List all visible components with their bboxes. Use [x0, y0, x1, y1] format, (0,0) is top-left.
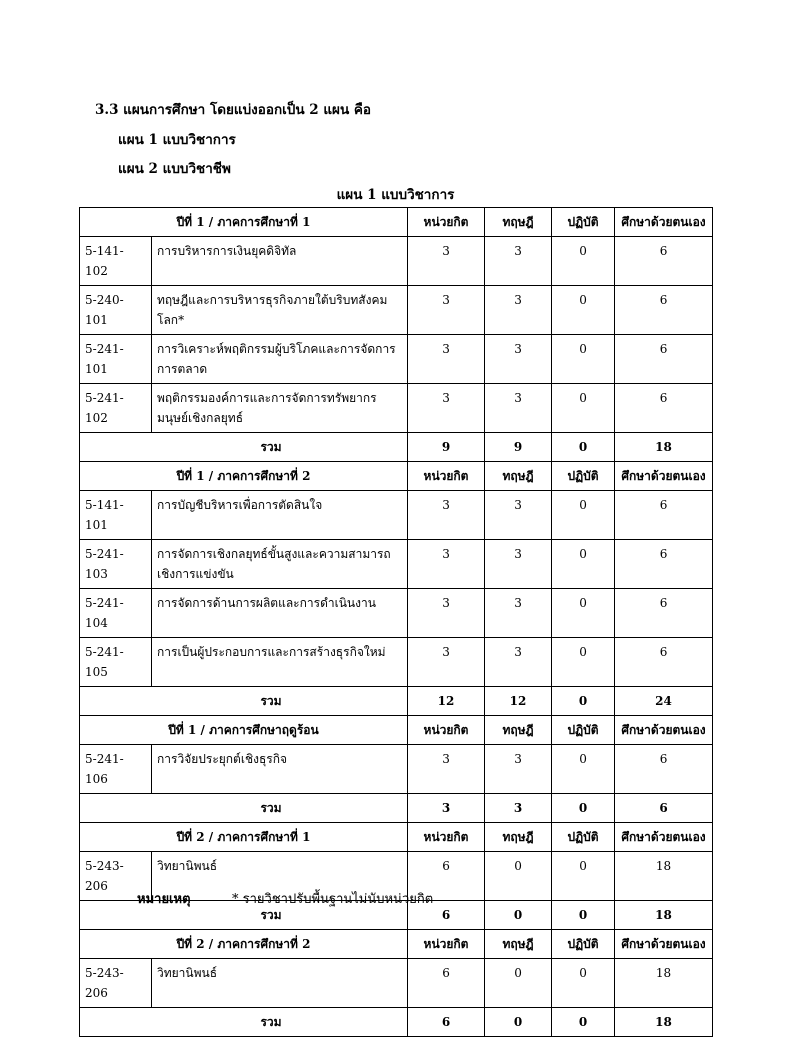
- course-name: การจัดการเชิงกลยุทธ์ขั้นสูงและความสามารถเชิงการแข่งขัน: [152, 540, 408, 589]
- course-credits: 3: [408, 589, 485, 638]
- course-practice: 0: [552, 384, 615, 433]
- table-row: [80, 335, 713, 384]
- study-plan-table: [79, 207, 713, 1037]
- table-row: [80, 237, 713, 286]
- course-theory: 3: [485, 745, 552, 794]
- course-self-study: 6: [615, 638, 713, 687]
- course-practice: 0: [552, 237, 615, 286]
- course-credits: 3: [408, 286, 485, 335]
- section-total-row: [80, 794, 713, 823]
- course-self-study: 6: [615, 745, 713, 794]
- course-credits: 3: [408, 237, 485, 286]
- section-title: ปีที่ 1 / ภาคการศึกษาที่ 1: [80, 208, 408, 237]
- section-total-row: [80, 687, 713, 716]
- course-code: 5-141-102: [80, 237, 152, 286]
- section-total-row: [80, 1008, 713, 1037]
- course-code: 5-241-105: [80, 638, 152, 687]
- course-code: 5-241-101: [80, 335, 152, 384]
- table-caption: แผน 1 แบบวิชาการ: [336, 187, 455, 203]
- total-self-study: 18: [615, 433, 713, 462]
- column-header: ทฤษฎี: [485, 208, 552, 237]
- course-self-study: 18: [615, 852, 713, 901]
- course-name: พฤติกรรมองค์การและการจัดการทรัพยากรมนุษย์เชิงกลยุทธ์: [152, 384, 408, 433]
- section-header-row: [80, 930, 713, 959]
- course-practice: 0: [552, 638, 615, 687]
- column-header: หน่วยกิต: [408, 462, 485, 491]
- column-header: หน่วยกิต: [408, 930, 485, 959]
- section-heading: 3.3 แผนการศึกษา โดยแบ่งออกเป็น 2 แผน คือ: [95, 102, 372, 118]
- section-title: ปีที่ 1 / ภาคการศึกษาที่ 2: [80, 462, 408, 491]
- total-theory: 9: [485, 433, 552, 462]
- course-code: 5-241-102: [80, 384, 152, 433]
- table-row: [80, 589, 713, 638]
- course-practice: 0: [552, 540, 615, 589]
- plan-2-label: แผน 2 แบบวิชาชีพ: [118, 161, 231, 177]
- course-name: การวิเคราะห์พฤติกรรมผู้บริโภคและการจัดการการตลาด: [152, 335, 408, 384]
- table-row: [80, 638, 713, 687]
- total-credits: 6: [408, 1008, 485, 1037]
- study-plan-table-body: [80, 208, 713, 1037]
- course-credits: 6: [408, 959, 485, 1008]
- column-header: ทฤษฎี: [485, 716, 552, 745]
- course-name: การจัดการด้านการผลิตและการดำเนินงาน: [152, 589, 408, 638]
- course-self-study: 6: [615, 335, 713, 384]
- course-name: การเป็นผู้ประกอบการและการสร้างธุรกิจใหม่: [152, 638, 408, 687]
- course-code: 5-243-206: [80, 959, 152, 1008]
- column-header: ศึกษาด้วยตนเอง: [615, 208, 713, 237]
- table-row: [80, 540, 713, 589]
- course-self-study: 6: [615, 589, 713, 638]
- course-self-study: 18: [615, 959, 713, 1008]
- course-theory: 3: [485, 589, 552, 638]
- course-theory: 3: [485, 335, 552, 384]
- course-practice: 0: [552, 286, 615, 335]
- table-row: [80, 286, 713, 335]
- course-code: 5-240-101: [80, 286, 152, 335]
- course-practice: 0: [552, 491, 615, 540]
- course-self-study: 6: [615, 237, 713, 286]
- course-code: 5-141-101: [80, 491, 152, 540]
- total-practice: 0: [552, 433, 615, 462]
- course-credits: 3: [408, 638, 485, 687]
- column-header: ทฤษฎี: [485, 462, 552, 491]
- table-row: [80, 491, 713, 540]
- column-header: หน่วยกิต: [408, 823, 485, 852]
- section-header-row: [80, 716, 713, 745]
- section-title: ปีที่ 1 / ภาคการศึกษาฤดูร้อน: [80, 716, 408, 745]
- column-header: ศึกษาด้วยตนเอง: [615, 823, 713, 852]
- course-name: วิทยานิพนธ์: [152, 959, 408, 1008]
- total-practice: 0: [552, 1008, 615, 1037]
- total-practice: 0: [552, 901, 615, 930]
- total-label: รวม: [80, 1008, 408, 1037]
- total-theory: 0: [485, 1008, 552, 1037]
- course-code: 5-243-206: [80, 852, 152, 901]
- course-code: 5-241-104: [80, 589, 152, 638]
- course-practice: 0: [552, 745, 615, 794]
- total-theory: 12: [485, 687, 552, 716]
- total-credits: 3: [408, 794, 485, 823]
- total-credits: 9: [408, 433, 485, 462]
- total-credits: 12: [408, 687, 485, 716]
- column-header: ศึกษาด้วยตนเอง: [615, 462, 713, 491]
- total-practice: 0: [552, 687, 615, 716]
- course-self-study: 6: [615, 384, 713, 433]
- course-code: 5-241-103: [80, 540, 152, 589]
- column-header: ปฏิบัติ: [552, 716, 615, 745]
- column-header: ปฏิบัติ: [552, 462, 615, 491]
- course-theory: 3: [485, 638, 552, 687]
- course-theory: 3: [485, 491, 552, 540]
- column-header: ทฤษฎี: [485, 823, 552, 852]
- course-practice: 0: [552, 589, 615, 638]
- course-credits: 3: [408, 745, 485, 794]
- course-credits: 3: [408, 491, 485, 540]
- table-row: [80, 745, 713, 794]
- course-code: 5-241-106: [80, 745, 152, 794]
- column-header: ปฏิบัติ: [552, 208, 615, 237]
- total-label: รวม: [80, 687, 408, 716]
- course-self-study: 6: [615, 286, 713, 335]
- total-self-study: 24: [615, 687, 713, 716]
- section-title: ปีที่ 2 / ภาคการศึกษาที่ 2: [80, 930, 408, 959]
- course-practice: 0: [552, 959, 615, 1008]
- note-text: * รายวิชาปรับพื้นฐานไม่นับหน่วยกิต: [232, 892, 434, 907]
- course-name: การบริหารการเงินยุคดิจิทัล: [152, 237, 408, 286]
- section-title: ปีที่ 2 / ภาคการศึกษาที่ 1: [80, 823, 408, 852]
- total-label: รวม: [80, 901, 408, 930]
- section-total-row: [80, 433, 713, 462]
- course-name: การบัญชีบริหารเพื่อการตัดสินใจ: [152, 491, 408, 540]
- course-name: การวิจัยประยุกต์เชิงธุรกิจ: [152, 745, 408, 794]
- section-header-row: [80, 208, 713, 237]
- plan-1-label: แผน 1 แบบวิชาการ: [118, 132, 236, 148]
- course-theory: 3: [485, 237, 552, 286]
- total-self-study: 6: [615, 794, 713, 823]
- course-practice: 0: [552, 335, 615, 384]
- total-self-study: 18: [615, 1008, 713, 1037]
- course-theory: 3: [485, 286, 552, 335]
- table-row: [80, 384, 713, 433]
- course-self-study: 6: [615, 491, 713, 540]
- course-theory: 3: [485, 540, 552, 589]
- note-label: หมายเหตุ: [137, 892, 191, 907]
- column-header: ปฏิบัติ: [552, 930, 615, 959]
- column-header: หน่วยกิต: [408, 716, 485, 745]
- course-theory: 0: [485, 959, 552, 1008]
- column-header: ศึกษาด้วยตนเอง: [615, 716, 713, 745]
- total-practice: 0: [552, 794, 615, 823]
- course-credits: 3: [408, 540, 485, 589]
- course-name: วิทยานิพนธ์: [152, 852, 408, 901]
- course-theory: 3: [485, 384, 552, 433]
- total-label: รวม: [80, 433, 408, 462]
- course-self-study: 6: [615, 540, 713, 589]
- column-header: ทฤษฎี: [485, 930, 552, 959]
- course-credits: 6: [408, 852, 485, 901]
- total-self-study: 18: [615, 901, 713, 930]
- table-row: [80, 959, 713, 1008]
- total-label: รวม: [80, 794, 408, 823]
- section-header-row: [80, 823, 713, 852]
- column-header: ศึกษาด้วยตนเอง: [615, 930, 713, 959]
- course-theory: 0: [485, 852, 552, 901]
- column-header: หน่วยกิต: [408, 208, 485, 237]
- total-theory: 3: [485, 794, 552, 823]
- column-header: ปฏิบัติ: [552, 823, 615, 852]
- course-practice: 0: [552, 852, 615, 901]
- total-credits: 6: [408, 901, 485, 930]
- course-name: ทฤษฎีและการบริหารธุรกิจภายใต้บริบทสังคมโลก*: [152, 286, 408, 335]
- section-header-row: [80, 462, 713, 491]
- course-credits: 3: [408, 384, 485, 433]
- total-theory: 0: [485, 901, 552, 930]
- course-credits: 3: [408, 335, 485, 384]
